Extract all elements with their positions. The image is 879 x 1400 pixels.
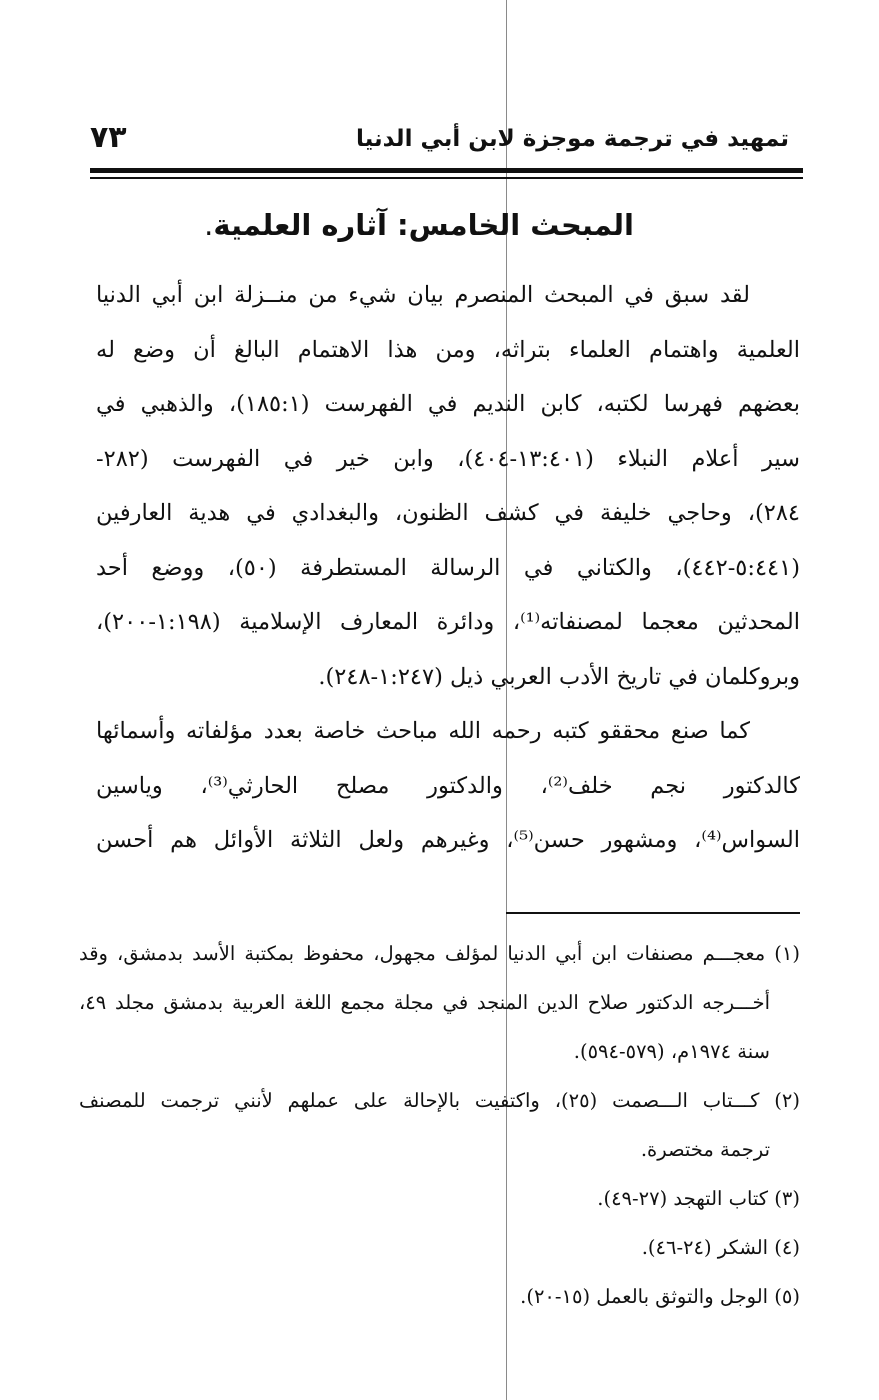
body-line: (٥:٤٤١-٤٤٢)، والكتاني في الرسالة المستطرفة (٥٠)، ووضع أحد: [96, 554, 800, 581]
body-line: وبروكلمان في تاريخ الأدب العربي ذيل (١:٢٤٧-٢٤٨).: [318, 663, 800, 690]
page-number: ٧٣: [90, 120, 127, 155]
footnote-line: (٢) كـــتاب الـــصمت (٢٥)، واكتفيت بالإحالة على عملهم لأنني ترجمت للمصنف: [79, 1089, 800, 1112]
footnote-line: ترجمة مختصرة.: [640, 1138, 770, 1161]
running-header-title: تمهيد في ترجمة موجزة لابن أبي الدنيا: [355, 126, 789, 152]
body-line: السواس⁽⁴⁾، ومشهور حسن⁽⁵⁾، وغيرهم ولعل الثلاثة الأوائل هم أحسن: [96, 827, 800, 853]
body-line: لقد سبق في المبحث المنصرم بيان شيء من منــزلة ابن أبي الدنيا: [96, 282, 750, 308]
body-text: [96, 268, 800, 868]
body-line: العلمية واهتمام العلماء بتراثه، ومن هذا الاهتمام البالغ أن وضع له: [96, 336, 800, 363]
body-line: كما صنع محققو كتبه رحمه الله مباحث خاصة بعدد مؤلفاته وأسمائها: [96, 718, 750, 744]
header-rule-thin: [90, 177, 803, 179]
footnotes: [79, 932, 800, 1324]
footnote-line: أخـــرجه الدكتور صلاح الدين المنجد في مجلة مجمع اللغة العربية بدمشق مجلد ٤٩،: [79, 991, 770, 1014]
section-heading: [90, 208, 634, 242]
section-heading-text: المبحث الخامس: آثاره العلمية: [213, 208, 634, 242]
header-rule-thick: [90, 168, 803, 173]
running-header: [90, 120, 789, 166]
body-line: بعضهم فهرسا لكتبه، كابن النديم في الفهرست (١٨٥:١)، والذهبي في: [96, 391, 800, 417]
footnote-separator: [506, 912, 800, 914]
footnote-line: (١) معجـــم مصنفات ابن أبي الدنيا لمؤلف مجهول، محفوظ بمكتبة الأسد بدمشق، وقد: [79, 942, 800, 965]
footnote-line: سنة ١٩٧٤م، (٥٧٩-٥٩٤).: [573, 1040, 770, 1063]
body-line: ٢٨٤)، وحاجي خليفة في كشف الظنون، والبغدادي في هدية العارفين: [96, 500, 800, 526]
footnote-line: (٥) الوجل والتوثق بالعمل (١٥-٢٠).: [520, 1285, 800, 1308]
footnote-line: (٤) الشكر (٢٤-٤٦).: [641, 1236, 800, 1259]
section-heading-period: .: [204, 208, 214, 242]
body-line: سير أعلام النبلاء (١٣:٤٠١-٤٠٤)، وابن خير في الفهرست (٢٨٢-: [96, 445, 800, 472]
footnote-line: (٣) كتاب التهجد (٢٧-٤٩).: [597, 1187, 800, 1210]
body-line: المحدثين معجما لمصنفاته⁽¹⁾، ودائرة المعارف الإسلامية (١:١٩٨-٢٠٠)،: [96, 609, 800, 635]
body-line: كالدكتور نجم خلف⁽²⁾، والدكتور مصلح الحارثي⁽³⁾، وياسين: [96, 772, 800, 799]
